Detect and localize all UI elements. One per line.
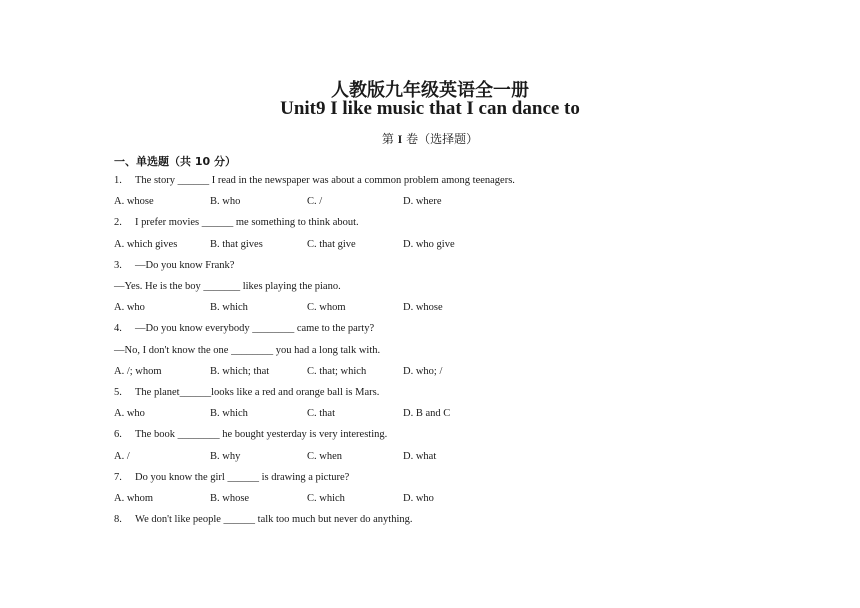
question-stem [114,514,413,525]
answer-option-b: B. who [210,196,241,208]
question-number: 5. [114,387,122,398]
answer-option-a: A. which gives [114,238,178,250]
question-stem [114,429,387,440]
answer-option-d: D. what [403,450,437,462]
answer-option-c: C. when [307,450,342,462]
question-number: 2. [114,217,122,229]
answer-option-d: D. where [403,196,442,208]
question-text: The book ________ he bought yesterday is very interesting. [135,429,388,441]
question-stem [114,387,379,398]
answer-option-d: D. B and C [403,408,451,420]
question-number: 1. [114,175,122,186]
question-text: —Yes. He is the boy _______ likes playing the piano. [114,281,341,292]
volume-heading [0,130,860,147]
answer-option-c: C. which [307,493,345,504]
question-stem [114,260,234,271]
answer-option-a: A. who [114,408,145,420]
question-stem-continued [114,345,380,356]
answer-option-a: A. whose [114,196,154,208]
question-text: The story ______ I read in the newspaper was about a common problem among teenagers. [135,175,515,186]
answer-option-a: A. whom [114,493,154,504]
question-number: 7. [114,471,122,483]
answer-option-a: A. /; whom [114,365,162,377]
question-text: —Do you know Frank? [135,259,235,271]
document-title-chinese: 人教版九年级英语全一册 [331,80,529,101]
volume-suffix: 卷（选择题） [406,132,479,146]
answer-option-c: C. / [307,196,323,208]
volume-prefix: 第 [381,132,394,146]
volume-roman: I [397,132,403,146]
question-stem [114,472,349,483]
answer-option-d: D. whose [403,302,443,314]
question-text: —No, I don't know the one ________ you had a long talk with. [114,344,381,356]
answer-option-c: C. that [307,408,335,420]
answer-option-d: D. who [403,493,434,504]
section-title: 一、单选题（共 10 分） [114,155,236,168]
answer-option-d: D. who give [403,238,455,250]
answer-option-a: A. who [114,302,145,314]
answer-option-d: D. who; / [403,365,443,377]
question-number: 3. [114,259,122,271]
answer-option-b: B. whose [210,493,250,504]
question-number: 4. [114,323,122,335]
question-text: —Do you know everybody ________ came to the party? [135,323,375,335]
answer-option-b: B. which; that [210,365,270,377]
answer-option-c: C. that give [307,238,356,250]
answer-option-b: B. which [210,408,248,420]
question-number: 8. [114,514,122,526]
question-text: The planet______looks like a red and orange ball is Mars. [135,387,380,398]
question-stem [114,323,374,334]
answer-option-a: A. / [114,450,130,462]
question-text: Do you know the girl ______ is drawing a picture? [135,471,350,483]
answer-option-b: B. that gives [210,238,263,250]
question-text: We don't like people ______ talk too much but never do anything. [135,514,413,526]
question-number: 6. [114,429,122,441]
question-stem [114,217,359,228]
answer-option-b: B. which [210,302,248,314]
answer-option-b: B. why [210,450,241,462]
answer-option-c: C. whom [307,302,346,314]
document-title-english: Unit9 I like music that I can dance to [280,98,580,119]
question-text: I prefer movies ______ me something to think about. [135,217,359,229]
answer-option-c: C. that; which [307,365,367,377]
question-stem-continued [114,281,341,292]
question-stem [114,175,515,186]
